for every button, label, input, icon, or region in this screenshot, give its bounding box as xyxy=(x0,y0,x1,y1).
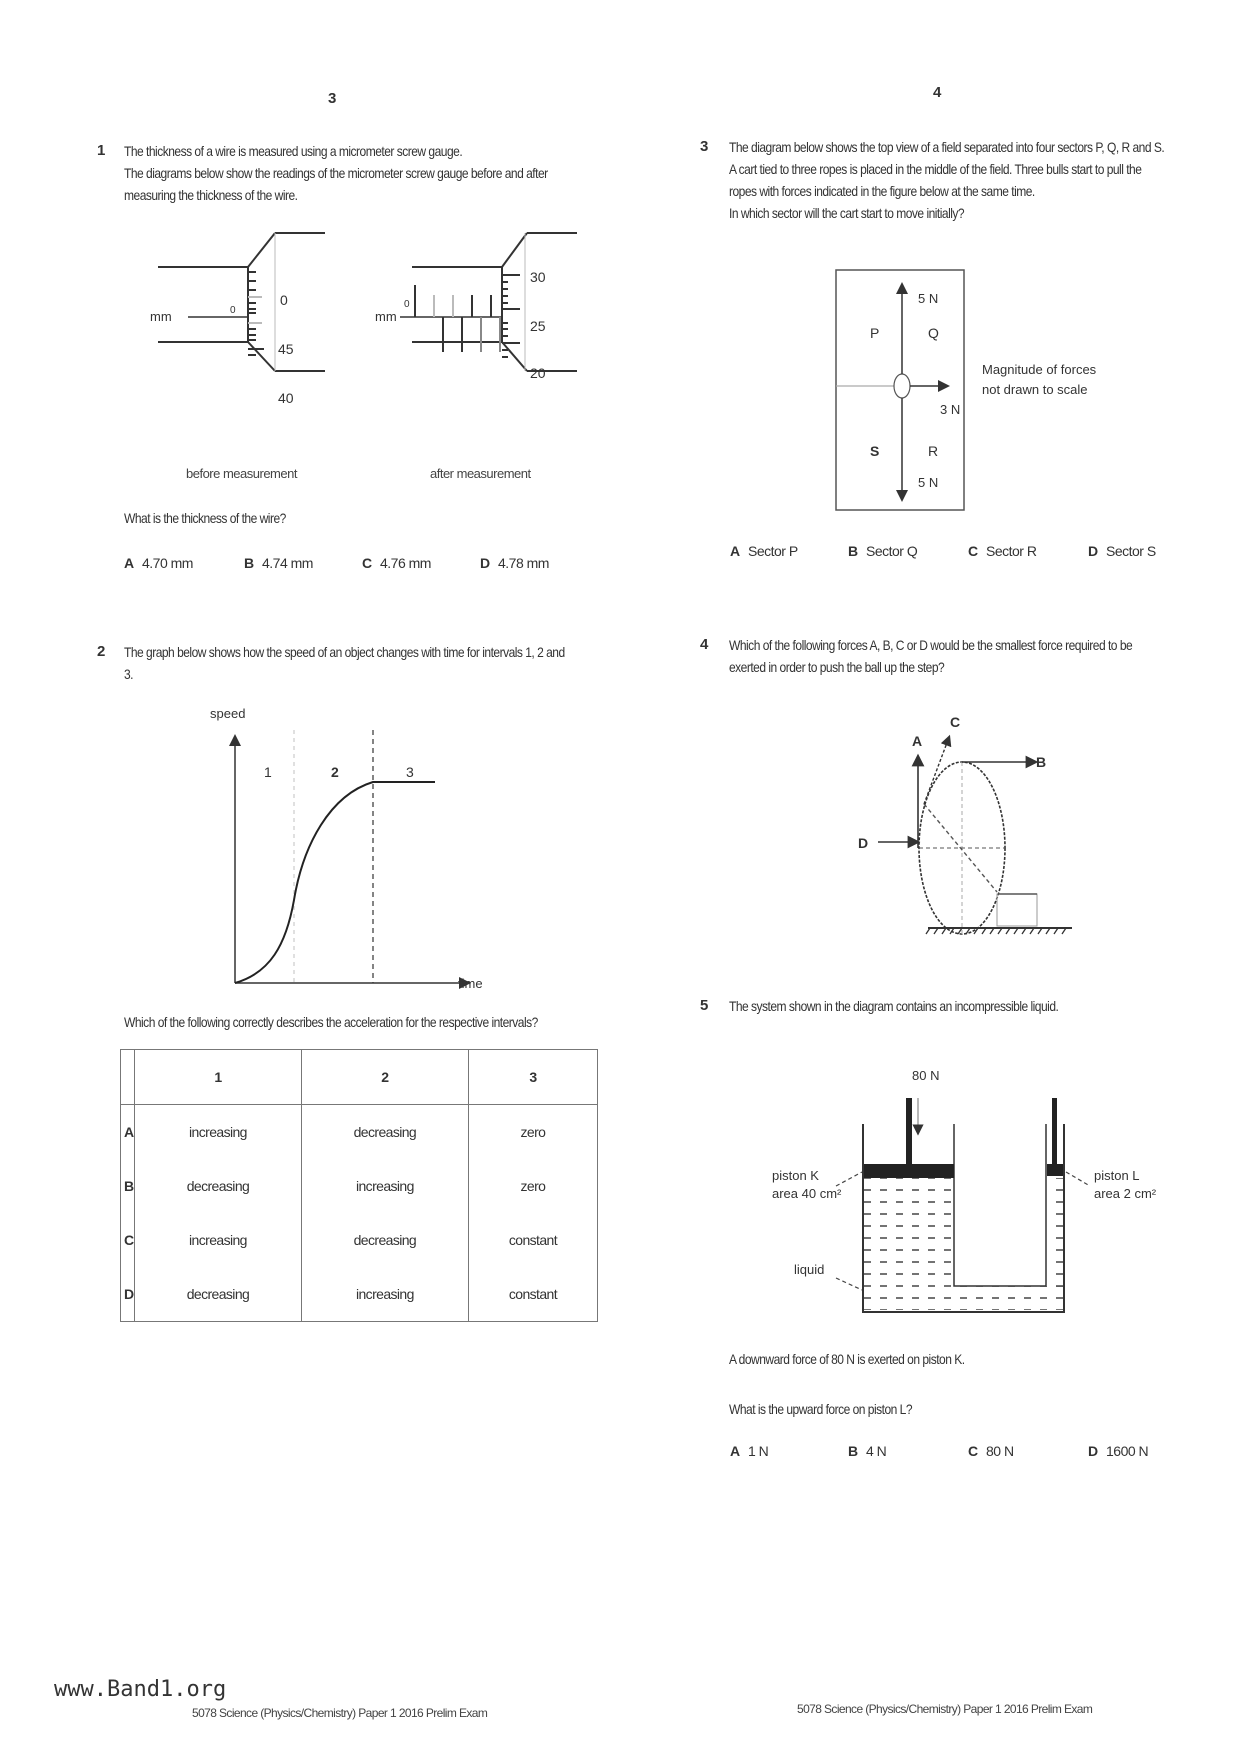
q5-option-b[interactable] xyxy=(848,1443,886,1459)
table-header-blank xyxy=(121,1050,135,1105)
question-1-text xyxy=(124,140,548,206)
q3-option-a[interactable] xyxy=(730,543,798,559)
q5-option-d-text: 1600 N xyxy=(1106,1443,1149,1459)
question-number-1: 1 xyxy=(97,142,106,159)
question-2-line-1: The graph below shows how the speed of an object changes with time for intervals 1, 2 and xyxy=(124,644,565,660)
row-letter: B xyxy=(121,1159,135,1213)
question-4-text xyxy=(729,634,1132,678)
force-arrow-c[interactable] xyxy=(924,740,948,804)
question-3-text xyxy=(729,136,1164,224)
question-4-line-1: Which of the following forces A, B, C or D would be the smallest force required to be xyxy=(729,637,1133,653)
sector-s: S xyxy=(870,443,880,459)
speed-curve xyxy=(235,782,435,983)
interval-label-2: 2 xyxy=(331,764,339,780)
q5-option-d[interactable] xyxy=(1088,1443,1148,1459)
table-row[interactable] xyxy=(121,1105,598,1160)
table-header-1: 1 xyxy=(135,1050,302,1105)
question-number-3: 3 xyxy=(700,138,709,155)
after-sleeve-zero: 0 xyxy=(404,299,410,310)
q5-option-a[interactable] xyxy=(730,1443,768,1459)
table-cell: decreasing xyxy=(135,1159,302,1213)
q3-option-b-text: Sector Q xyxy=(866,543,918,559)
q5-option-b-text: 4 N xyxy=(866,1443,887,1459)
question-1-line-2: The diagrams below show the readings of the micrometer screw gauge before and after xyxy=(124,165,548,181)
row-letter: A xyxy=(121,1105,135,1160)
table-cell: increasing xyxy=(135,1105,302,1160)
question-3-line-2: A cart tied to three ropes is placed in the middle of the field. Three bulls start to pull the xyxy=(729,161,1142,177)
question-number-5: 5 xyxy=(700,997,709,1014)
table-cell: increasing xyxy=(135,1213,302,1267)
interval-label-1: 1 xyxy=(264,764,272,780)
after-unit-label: mm xyxy=(375,309,397,324)
cart xyxy=(894,374,910,398)
q1-option-d-text: 4.78 mm xyxy=(498,555,549,571)
q1-option-d-letter: D xyxy=(480,555,490,571)
q1-option-b-letter: B xyxy=(244,555,254,571)
question-2-prompt: Which of the following correctly describes the acceleration for the respective intervals? xyxy=(124,1014,538,1030)
q5-option-b-letter: B xyxy=(848,1443,858,1459)
question-1-prompt: What is the thickness of the wire? xyxy=(124,510,286,526)
footer-left: 5078 Science (Physics/Chemistry) Paper 1 2016 Prelim Exam xyxy=(192,1706,488,1720)
piston-k-area: area 40 cm² xyxy=(772,1186,842,1201)
piston-l xyxy=(1047,1164,1063,1176)
piston-k-label: piston K xyxy=(772,1168,819,1183)
table-row[interactable] xyxy=(121,1213,598,1267)
before-thimble-label-2: 40 xyxy=(278,390,294,406)
question-2-line-2: 3. xyxy=(124,666,134,682)
force-label-a: A xyxy=(912,733,923,749)
q3-option-c-text: Sector R xyxy=(986,543,1037,559)
q3-option-d[interactable] xyxy=(1088,543,1156,559)
q3-option-b-letter: B xyxy=(848,543,858,559)
before-unit-label: mm xyxy=(150,309,172,324)
q3-option-a-text: Sector P xyxy=(748,543,798,559)
scale-note-line-1: Magnitude of forces xyxy=(982,362,1097,377)
micrometer-before xyxy=(150,233,325,406)
step xyxy=(997,894,1037,926)
question-5-statement: A downward force of 80 N is exerted on piston K. xyxy=(729,1351,965,1367)
liquid-right-column xyxy=(1048,1178,1064,1288)
q3-option-d-text: Sector S xyxy=(1106,543,1156,559)
before-thimble-label-1: 45 xyxy=(278,341,294,357)
after-caption: after measurement xyxy=(430,466,531,481)
table-header-2: 2 xyxy=(301,1050,468,1105)
q5-option-a-text: 1 N xyxy=(748,1443,769,1459)
y-axis-label: speed xyxy=(210,706,246,721)
micrometer-after xyxy=(375,233,577,381)
question-2-text xyxy=(124,641,565,685)
table-cell: decreasing xyxy=(301,1213,468,1267)
table-header-3: 3 xyxy=(468,1050,597,1105)
question-1-line-3: measuring the thickness of the wire. xyxy=(124,187,298,203)
q5-option-a-letter: A xyxy=(730,1443,740,1459)
sector-q: Q xyxy=(928,325,939,341)
q5-option-d-letter: D xyxy=(1088,1443,1098,1459)
ball-step-diagram xyxy=(840,700,1090,950)
table-cell: zero xyxy=(468,1105,597,1160)
question-3-line-3: ropes with forces indicated in the figure below at the same time. xyxy=(729,183,1035,199)
force-right-label: 3 N xyxy=(940,402,961,417)
after-thimble-label-0: 30 xyxy=(530,269,546,285)
footer-right: 5078 Science (Physics/Chemistry) Paper 1 2016 Prelim Exam xyxy=(797,1702,1093,1716)
table-cell: increasing xyxy=(301,1267,468,1322)
table-cell: decreasing xyxy=(135,1267,302,1322)
piston-l-label: piston L xyxy=(1094,1168,1140,1183)
force-down-label: 5 N xyxy=(918,475,939,490)
q3-option-d-letter: D xyxy=(1088,543,1098,559)
piston-l-area: area 2 cm² xyxy=(1094,1186,1157,1201)
q3-option-b[interactable] xyxy=(848,543,917,559)
after-thimble-label-2: 20 xyxy=(530,365,546,381)
sector-p: P xyxy=(870,325,880,341)
q5-option-c-text: 80 N xyxy=(986,1443,1014,1459)
liquid-bottom-channel xyxy=(954,1286,1066,1310)
table-header-row xyxy=(121,1050,598,1105)
q3-option-c-letter: C xyxy=(968,543,978,559)
question-1-line-1: The thickness of a wire is measured using a micrometer screw gauge. xyxy=(124,143,463,159)
scale-note-line-2: not drawn to scale xyxy=(982,382,1088,397)
force-label: 80 N xyxy=(912,1068,940,1083)
question-4-line-2: exerted in order to push the ball up the step? xyxy=(729,659,945,675)
table-cell: zero xyxy=(468,1159,597,1213)
q5-option-c-letter: C xyxy=(968,1443,978,1459)
q1-option-a[interactable] xyxy=(124,555,193,571)
acceleration-table xyxy=(120,1049,598,1322)
question-number-2: 2 xyxy=(97,643,106,660)
piston-l-rod xyxy=(1052,1098,1057,1164)
force-up-label: 5 N xyxy=(918,291,939,306)
q1-option-a-letter: A xyxy=(124,555,134,571)
after-thimble-label-1: 25 xyxy=(530,318,546,334)
speed-time-graph xyxy=(190,700,490,1000)
table-cell: constant xyxy=(468,1213,597,1267)
q1-option-c-letter: C xyxy=(362,555,372,571)
force-label-c: C xyxy=(950,714,961,730)
question-5-prompt: What is the upward force on piston L? xyxy=(729,1401,913,1417)
table-row[interactable] xyxy=(121,1267,598,1322)
liquid-label: liquid xyxy=(794,1262,825,1277)
q5-option-c[interactable] xyxy=(968,1443,1014,1459)
page-number-left: 3 xyxy=(328,90,337,107)
table-row[interactable] xyxy=(121,1159,598,1213)
table-cell: increasing xyxy=(301,1159,468,1213)
watermark: www.Band1.org xyxy=(54,1677,227,1702)
row-letter: C xyxy=(121,1213,135,1267)
piston-k-rod xyxy=(906,1098,912,1164)
liquid-left-column xyxy=(864,1178,954,1310)
interval-label-3: 3 xyxy=(406,764,414,780)
q3-option-a-letter: A xyxy=(730,543,740,559)
q1-option-b-text: 4.74 mm xyxy=(262,555,313,571)
q1-option-c[interactable] xyxy=(362,555,431,571)
q3-option-c[interactable] xyxy=(968,543,1036,559)
force-label-b: B xyxy=(1036,754,1047,770)
question-3-line-1: The diagram below shows the top view of a field separated into four sectors P, Q, R and S. xyxy=(729,139,1165,155)
x-axis-label: time xyxy=(458,976,483,991)
question-3-line-4: In which sector will the cart start to move initially? xyxy=(729,205,965,221)
hydraulic-system-diagram xyxy=(750,1040,1170,1320)
before-caption: before measurement xyxy=(186,466,297,481)
field-sectors-diagram xyxy=(830,262,1120,522)
q1-option-a-text: 4.70 mm xyxy=(142,555,193,571)
q1-option-c-text: 4.76 mm xyxy=(380,555,431,571)
question-5-text: The system shown in the diagram contains an incompressible liquid. xyxy=(729,998,1059,1014)
q1-option-d[interactable] xyxy=(480,555,549,571)
before-thimble-label-0: 0 xyxy=(280,292,288,308)
sector-r: R xyxy=(928,443,939,459)
before-sleeve-zero: 0 xyxy=(230,305,236,316)
piston-k xyxy=(864,1164,954,1178)
force-label-d: D xyxy=(858,835,869,851)
micrometer-diagrams xyxy=(140,225,600,485)
page-number-right: 4 xyxy=(933,84,942,101)
table-cell: decreasing xyxy=(301,1105,468,1160)
table-cell: constant xyxy=(468,1267,597,1322)
row-letter: D xyxy=(121,1267,135,1322)
q1-option-b[interactable] xyxy=(244,555,313,571)
question-number-4: 4 xyxy=(700,636,709,653)
